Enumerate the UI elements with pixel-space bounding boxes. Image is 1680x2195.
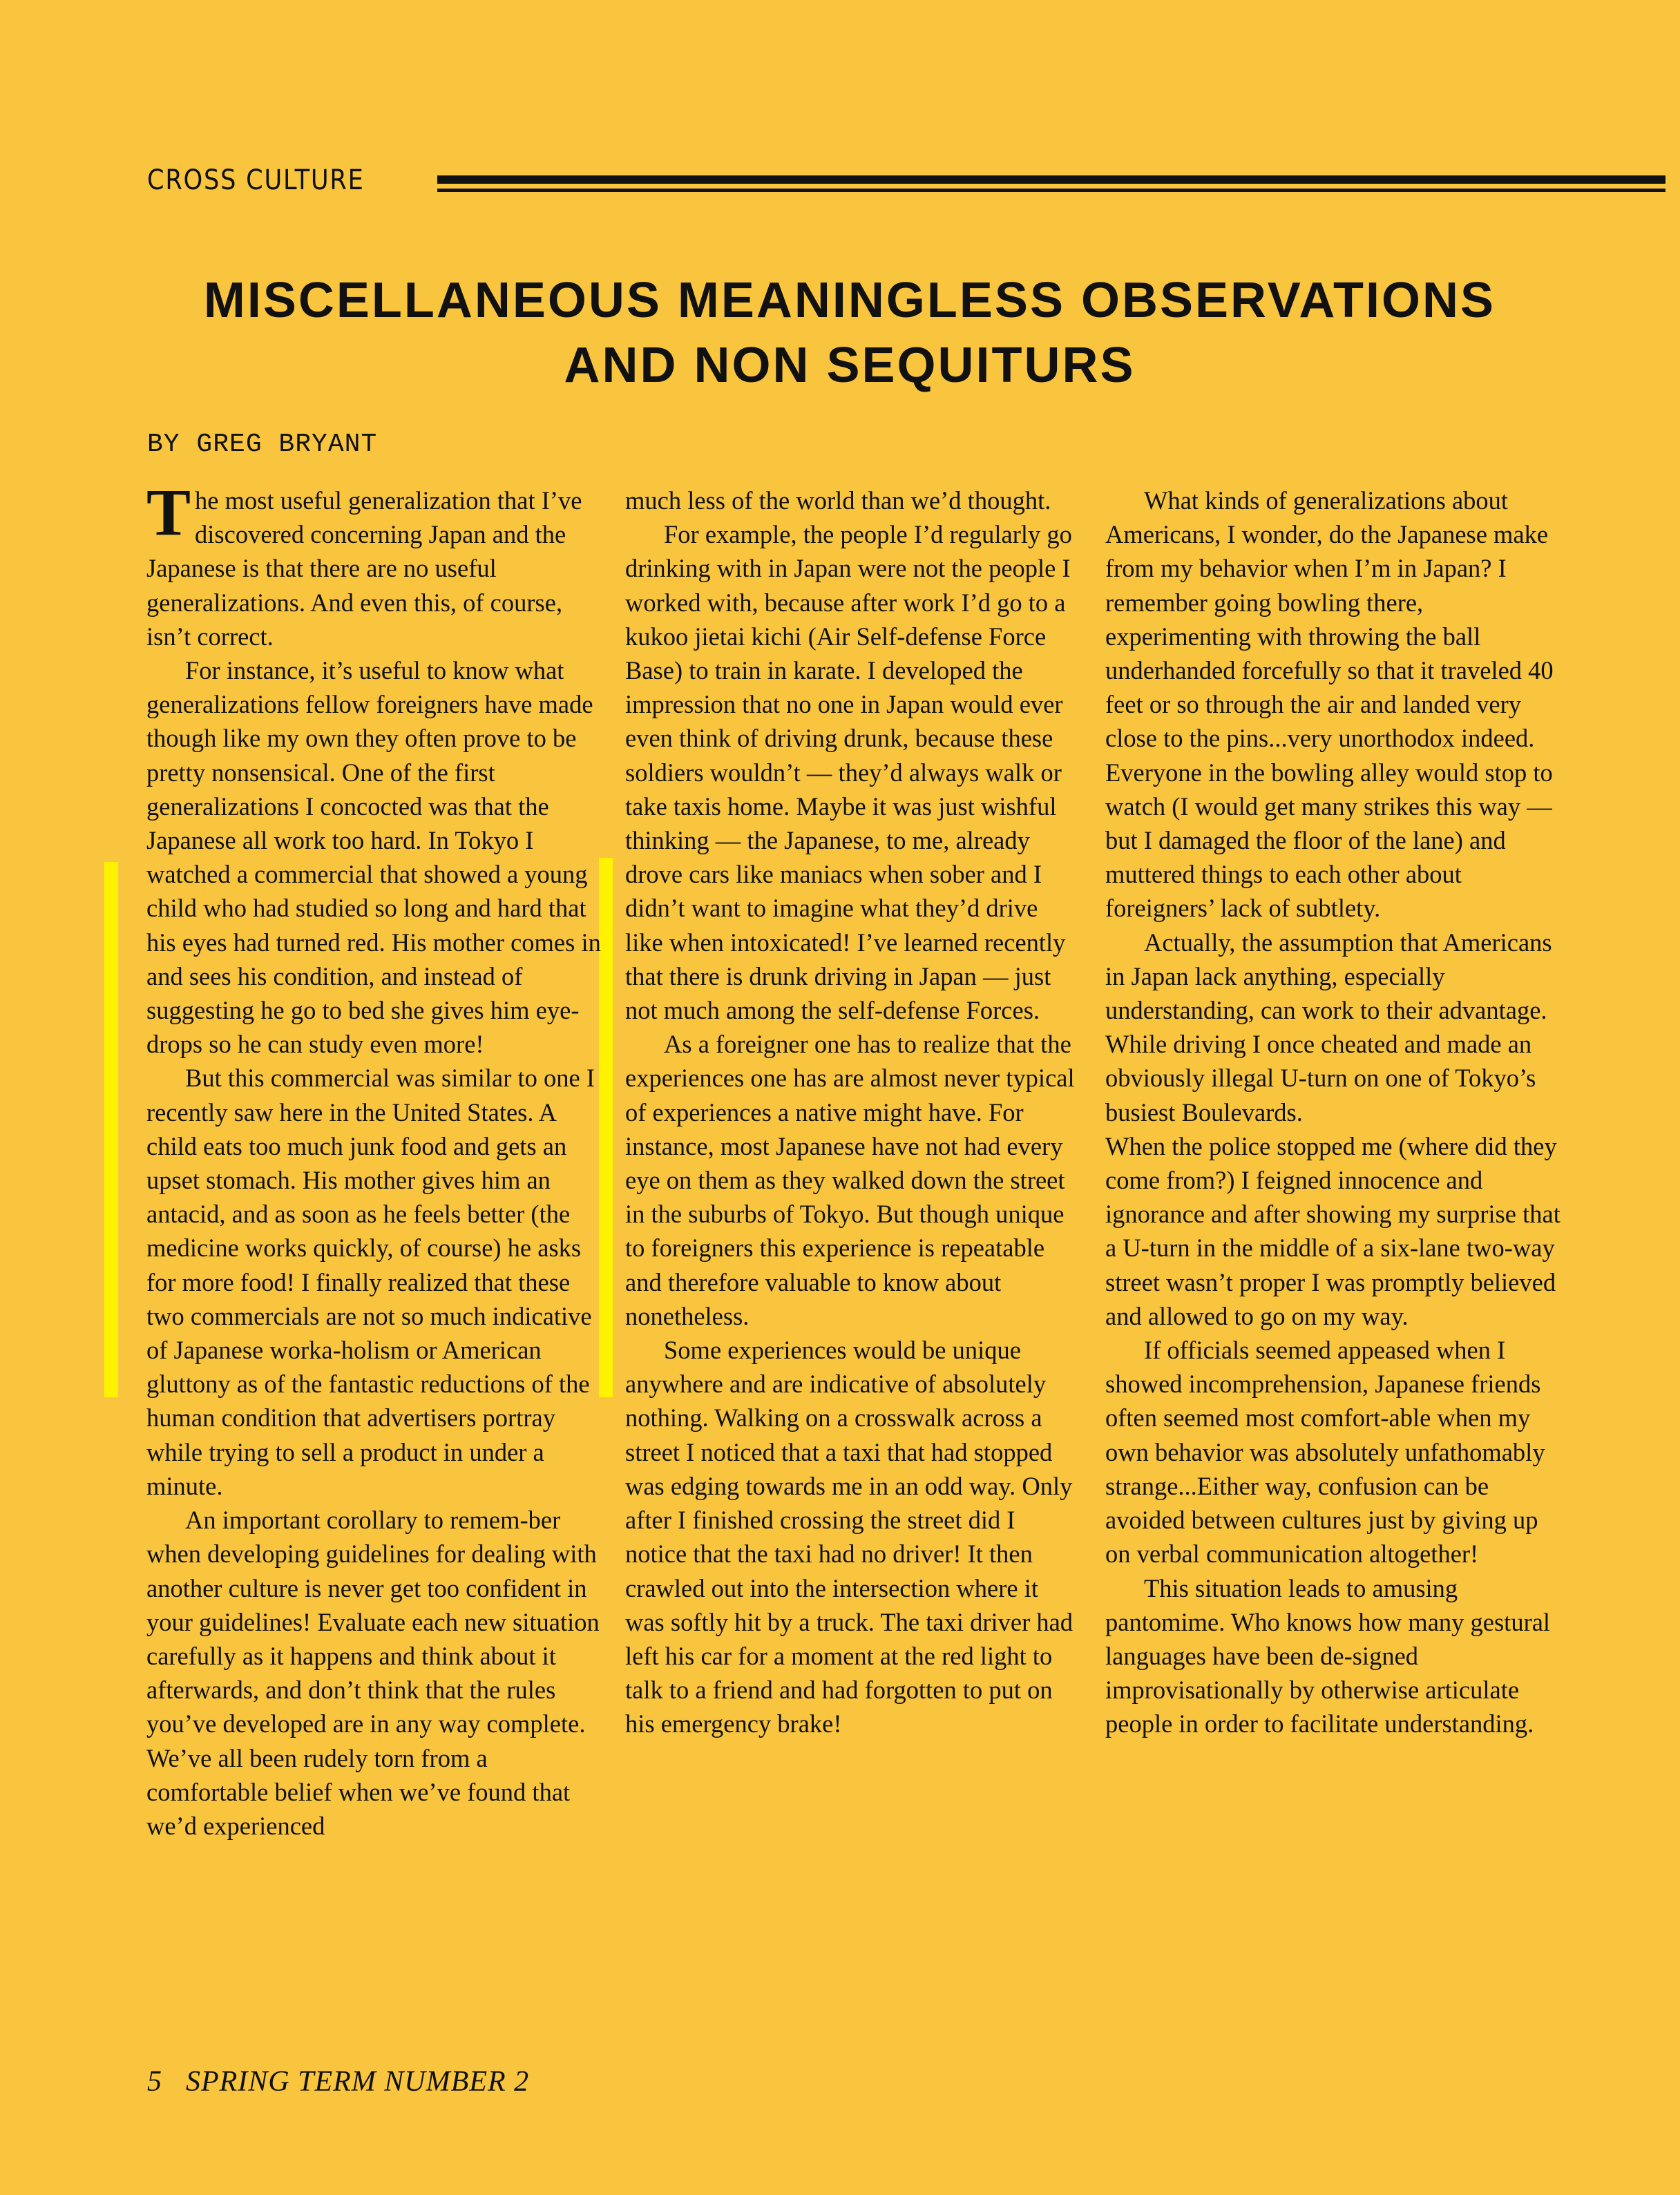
header-rule-thin — [437, 189, 1665, 192]
paragraph: What kinds of generalizations about Americans, I wonder, do the Japanese make from my behavior when I’m in Japan? I remember going bowling there, experimenting with throwing the ball underhanded forcefully so that it traveled 40 feet or so through the air and landed very close to the pins...very unorthodox indeed. Everyone in the bowling alley would stop to watch (I would get many strikes this way — but I damaged the floor of the lane) and muttered things to each other about foreigners’ lack of subtlety. — [1105, 486, 1554, 923]
paragraph: This situation leads to amusing pantomime. Who knows how many gestural languages have been de-signed improvisationally by otherwise articulate people in order to facilitate understanding. — [1105, 1573, 1551, 1738]
paragraph: When the police stopped me (where did they come from?) I feigned innocence and ignorance and after showing my surprise that a U-turn in the middle of a six-lane two-way street wasn’t proper I was promptly believed and allowed to go on my way. — [1105, 1131, 1560, 1330]
paragraph: The most useful generalization that I’ve discovered concerning Japan and the Japanese is that there are no useful generalizations. And even this, of course, isn’t correct. — [146, 475, 582, 651]
section-label: CROSS CULTURE — [147, 164, 365, 196]
page-number: 5 — [147, 2066, 162, 2098]
paragraph: An important corollary to remem-ber when developing guidelines for dealing with another culture is never get too confident in your guidelines! Evaluate each new situation carefully as it happens and think about it afterwards, and don’t think that the rules you’ve developed are in any way complete. We’ve all been rudely torn from a comfortable belief when we’ve found that we’d experienced — [146, 1506, 600, 1840]
paragraph: For example, the people I’d regularly go drinking with in Japan were not the people I worked with, because after work I’d go to a kukoo jietai kichi (Air Self-defense Force Base) to train in karate. I developed the impression that no one in Japan would ever even think of driving drunk, because these soldiers wouldn’t — they’d always walk or take taxis home. Maybe it was just wishful thinking — the Japanese, to me, already drove cars like maniacs when sober and I didn’t want to imagine what they’d drive like when intoxicated! I’ve learned recently that there is drunk driving in Japan — just not much among the self-defense Forces. — [625, 520, 1072, 1025]
header-rule-thick — [437, 175, 1665, 184]
article-column-2 — [625, 483, 1081, 1741]
article-title — [138, 268, 1561, 398]
page-footer — [147, 2065, 529, 2098]
byline: BY GREG BRYANT — [147, 430, 378, 459]
article-column-1 — [146, 475, 602, 1843]
title-line-2: AND NON SEQUITURS — [564, 338, 1136, 393]
title-line-1: MISCELLANEOUS MEANINGLESS OBSERVATIONS — [203, 273, 1496, 328]
article-column-3 — [1105, 483, 1561, 1741]
section-header — [147, 163, 1529, 198]
paragraph: But this commercial was similar to one I recently saw here in the United States. A child eats too much junk food and gets an upset stomach. His mother gives him an antacid, and as soon as he feels better (the medicine works quickly, of course) he asks for more food! I finally realized that these two commercials are not so much indicative of Japanese worka-holism or American gluttony as of the fantastic reductions of the human condition that advertisers portray while trying to sell a product in under a minute. — [146, 1064, 595, 1500]
paragraph: Actually, the assumption that Americans in Japan lack anything, especially understanding, can work to their advantage. While driving I once cheated and made an obviously illegal U-turn on one of Tokyo’s busiest Boulevards. — [1105, 928, 1552, 1127]
paragraph: Some experiences would be unique anywhere and are indicative of absolutely nothing. Walking on a crosswalk across a street I noticed that a taxi that had stopped was edging towards me in an odd way. Only after I finished crossing the street did I notice that the taxi had no driver! It then crawled out into the intersection where it was softly hit by a truck. The taxi driver had left his car for a moment at the red light to talk to a friend and had forgotten to put on his emergency brake! — [625, 1336, 1073, 1738]
drop-cap: T — [146, 475, 191, 549]
publication-name: SPRING TERM NUMBER 2 — [186, 2066, 530, 2098]
paragraph: For instance, it’s useful to know what generalizations fellow foreigners have made though like my own they often prove to be pretty nonsensical. One of the first generalizations I concocted was that the Japanese all work too hard. In Tokyo I watched a commercial that showed a young child who had studied so long and hard that his eyes had turned red. His mother comes in and sees his condition, and instead of suggesting he go to bed she gives him eye-drops so he can study even more! — [146, 656, 601, 1059]
paragraph: As a foreigner one has to realize that the experiences one has are almost never typical of experiences a native might have. For instance, most Japanese have not had every eye on them as they walked down the street in the suburbs of Tokyo. But though unique to foreigners this experience is repeatable and therefore valuable to know about nonetheless. — [625, 1030, 1075, 1330]
paragraph: much less of the world than we’d thought. — [625, 486, 1051, 515]
paragraph: If officials seemed appeased when I showed incomprehension, Japanese friends often seemed most comfort-able when my own behavior was absolutely unfathomably strange...Either way, confusion can be avoided between cultures just by giving up on verbal communication altogether! — [1105, 1336, 1545, 1569]
highlight-mark-left — [104, 862, 118, 1397]
